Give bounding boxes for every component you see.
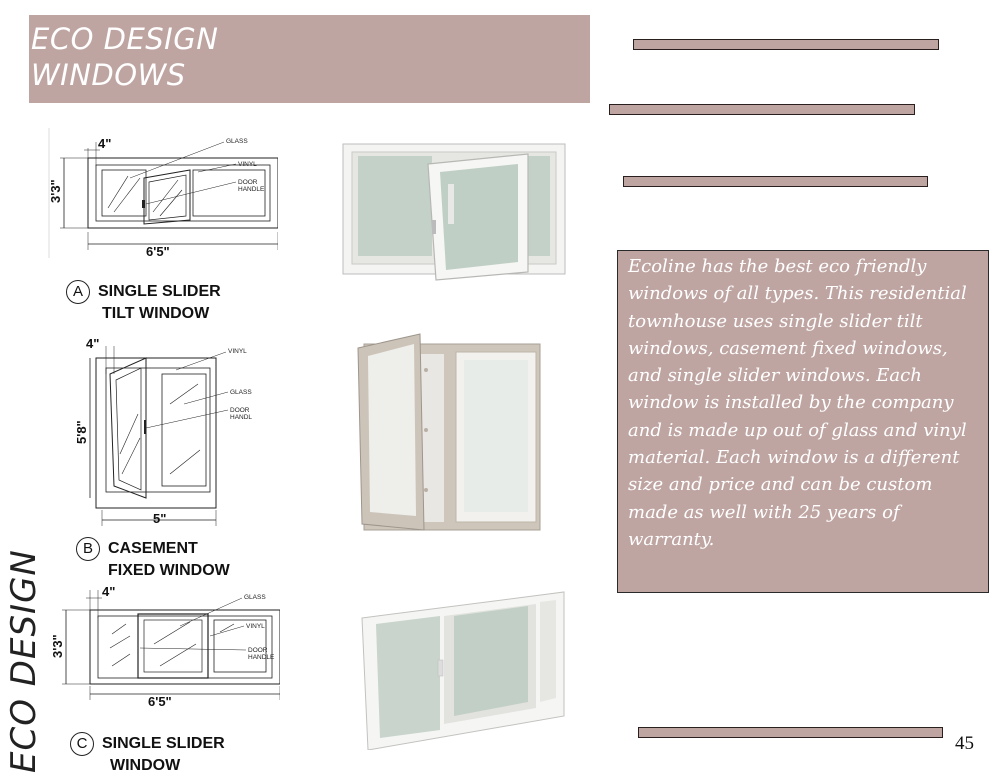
page-title [31,21,218,93]
diagram-a-label-handle: HANDLE [238,186,265,193]
diagram-c [50,584,280,714]
side-label: ECO DESIGN [4,549,44,773]
diagram-b-width: 5" [153,511,167,526]
diagram-a-frame: 4" [98,136,112,151]
photo-single-slider-window [360,590,568,750]
decorative-bar-3 [623,176,928,187]
caption-a [66,280,221,324]
caption-c [70,732,225,776]
title-line-1: ECO DESIGN [31,22,219,56]
diagram-a-label-vinyl: VINYL [238,161,257,168]
caption-c-line2: WINDOW [110,757,181,774]
diagram-b-frame: 4" [86,336,100,351]
photo-casement-fixed-window [356,330,546,536]
diagram-b-label-handle: HANDL [230,414,253,421]
diagram-a-width: 6'5" [146,244,170,258]
description-text: Ecoline has the best eco friendly windows of all types. This residential townhouse uses single slider tilt windows, casement fixed windows, and single slider windows. Each window is installed by the company and is made up out of glass and vinyl material. Each window is a different size and price and can be custom made as well with 25 years of warranty. [628,256,967,550]
diagram-b-label-glass: GLASS [230,389,252,396]
diagram-a [48,128,278,258]
caption-c-letter: C [70,732,94,756]
diagram-c-width: 6'5" [148,694,172,709]
diagram-b-label-door: DOOR [230,407,250,414]
diagram-b-label-vinyl: VINYL [228,348,247,355]
page-number: 45 [955,733,974,754]
decorative-bar-2 [609,104,915,115]
title-line-2: WINDOWS [31,58,186,92]
diagram-c-frame: 4" [102,584,116,599]
diagram-a-label-glass: GLASS [226,138,248,145]
caption-b-letter: B [76,537,100,561]
caption-b [76,537,230,581]
diagram-c-height: 3'3" [50,634,65,658]
caption-a-letter: A [66,280,90,304]
diagram-c-label-handle: HANDLE [248,654,275,661]
diagram-b-height: 5'8" [74,420,89,444]
decorative-bar-4 [638,727,943,738]
caption-c-line1: SINGLE SLIDER [102,735,225,753]
title-banner [29,15,590,103]
caption-b-line2: FIXED WINDOW [108,562,230,579]
photo-single-slider-tilt-window [340,140,570,282]
caption-a-line1: SINGLE SLIDER [98,283,221,301]
diagram-a-height: 3'3" [48,179,63,203]
diagram-c-label-door: DOOR [248,647,268,654]
diagram-b [66,334,266,530]
diagram-c-label-vinyl: VINYL [246,623,265,630]
decorative-bar-1 [633,39,939,50]
diagram-c-label-glass: GLASS [244,594,266,601]
caption-a-line2: TILT WINDOW [102,305,210,322]
description-box [617,250,989,593]
diagram-a-label-door: DOOR [238,179,258,186]
caption-b-line1: CASEMENT [108,540,198,558]
